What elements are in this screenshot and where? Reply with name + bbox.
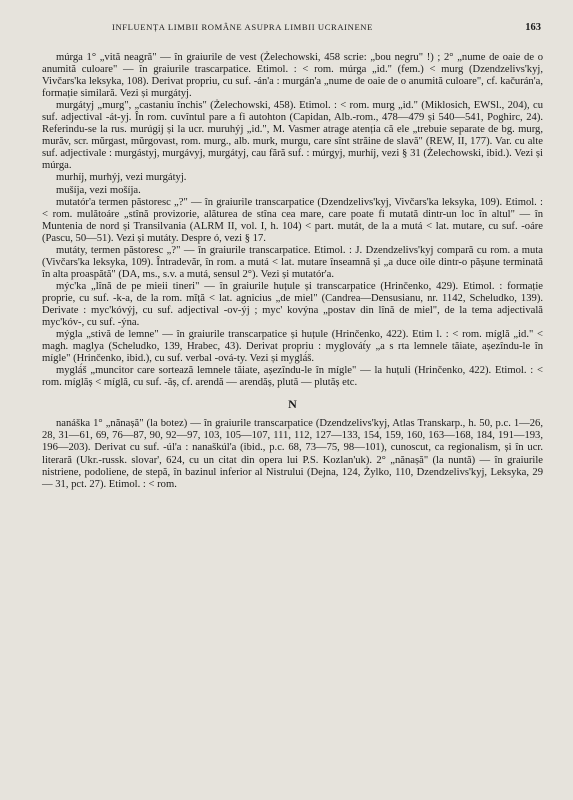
entry-myglas: myglá́š „muncitor care sortează lemnele tăiate, așezîndu-le în mígle" — la huțuli (Hrinčenko, 422). Etimol. : < rom. míglăș < míglă, cu suf. -ăș, cf. arendă — arendăș, plută — plutăș etc. [42, 365, 543, 389]
entry-mygla: mýgla „stivă de lemne" — în graiurile transcarpatice și huțule (Hrinčenko, 422). Etim l. : < rom. míglă „id." < magh. maglya (Scheludko, 139, Hrabec, 43). Derivat propriu : myglovát́y „a s rta lemnele tăiate, așezîndu-le în mígle" (Hrinčenko, ibid.), cu suf. verbal -ová-ty. Vezi și myglá́š. [42, 329, 543, 365]
entry-murhij: murhíj, murhýj, vezi murgátyj. [56, 172, 187, 184]
entry-murgatyj: murgátyj „murg", „castaniu închis" (Żelechowski, 458). Etimol. : < rom. murg „id." (Miklosich, EWSl., 204), cu suf. adjectival -át-yj. În rom. cuvîntul pare a fi autohton (Capidan, Alb.-rom., 478—479 și 540—541, Poghirc, 24). Referindu-se la rus. murúgij și la ucr. muruhýj „id.", M. Vasmer atrage atenția că ele „trebuie separate de bg. murg, murăv, scr. mŭrgast, mŭrgovast, rom. murg., alb. murk, murgu, care sînt străine de slavă" (REW, II, 177). Var. cu alte suf. adjectivale : murgástyj, murgávyj, murgátyj, cau fără suf. : múrgyj, murhíj, vezi § 31 (Żelechowski, ibid.). Vezi și múrga. [42, 100, 543, 172]
page-number: 163 [525, 22, 541, 33]
entry-musija: mušíja, vezi mošíja. [56, 184, 141, 196]
section-letter: N [288, 397, 297, 412]
entry-nanaska: nanáška 1° „nănașă" (la botez) — în graiurile transcarpatice (Dzendzelivs'kyj, Atlas Transkarp., h. 50, p.c. 1—26, 28, 31—61, 69, 76—87, 90, 92—97, 103, 105—107, 111, 112, 127—133, 154, 159, 160, 163—168, 184, 191—193, 196—203). Derivat cu suf. -úl'a : nanaškúl'a (ibid., p.c. 68, 73—75, 98—101), cunoscut, ca regionalism, și în ucr. literară (Ukr.-russk. slovar', 624, cu un citat din opera lui P.S. Kozlan'uk). 2° „nănașă" (la nuntă) — în graiurile nistriene, podoliene, de stepă, în bazinul inferior al Nistrului (Dejna, 124, Żylko, 110, Dzendzelivs'kyj, Leksyka, 29 — 31, pct. 27). Etimol. : < rom. [42, 418, 543, 490]
entry-mycka: mýc'ka „lînă de pe mieii tineri" — în graiurile huțule și transcarpatice (Hrinčenko, 429). Etimol. : formație proprie, cu suf. -k-a, de la rom. mĭță < lat. agnicius „de miel" (Candrea—Densusianu, nr. 1142, Scheludko, 139). Derivate : myc'kóvýj, cu suf. adjectival -ov-ýj ; myc' kovýna „postav din lînă de miel", de la tema adjectivală myc'kóv-, cu suf. -ýna. [42, 280, 543, 329]
entry-mutatora: mutatór'a termen păstoresc „?" — în graiurile transcarpatice (Dzendzelivs'kyj, Vivčars'ka leksyka, 109). Etimol. : < rom. mulătoáre „stînă provizorie, alăturea de stîna cea mare, care poate fi mutată dintr-un loc în altul" — în Muntenia de nord și Transilvania (ALRM II, vol. I, h. 104) < part. mutát, de la a mutá < lat. mutare, cu suf. -oáre (Pascu, 50—51). Vezi și mutáty. Despre ó, vezi § 17. [42, 196, 543, 244]
running-header [42, 22, 543, 40]
running-title: INFLUENȚA LIMBII ROMÂNE ASUPRA LIMBII UCRAINENE [112, 22, 373, 32]
entry-mutaty: mutáty, termen păstoresc „?" — în graiurile transcarpatice. Etimol. : J. Dzendzelivs'kyj compară cu rom. a muta (Vivčars'ka leksyka, 109). Întradevăr, în rom. a mutá < lat. mutare înseamnă și „a duce oile dintr-o pășune terminată în alta proaspătă" (DA, ms., s.v. a mutá, sensul 2°). Vezi și mutatór'a. [42, 244, 543, 280]
dictionary-body [42, 52, 543, 491]
entry-murga: múrga 1° „vită neagră" — în graiurile de vest (Żelechowski, 458 scrie: „bou negru" !) ; 2° „nume de oaie de o anumită culoare" — în graiurile trascarpatice. Etimol. : < rom. múrga „id." (fem.) < murg (Dzendzelivs'kyj, Vivčars'ka leksyka, 108). Derivat propriu, cu suf. -án'a : murgán'a „nume de oaie de o anumită culoare", cf. kačurán'a, formație similară. Vezi și murgátyj. [42, 52, 543, 100]
